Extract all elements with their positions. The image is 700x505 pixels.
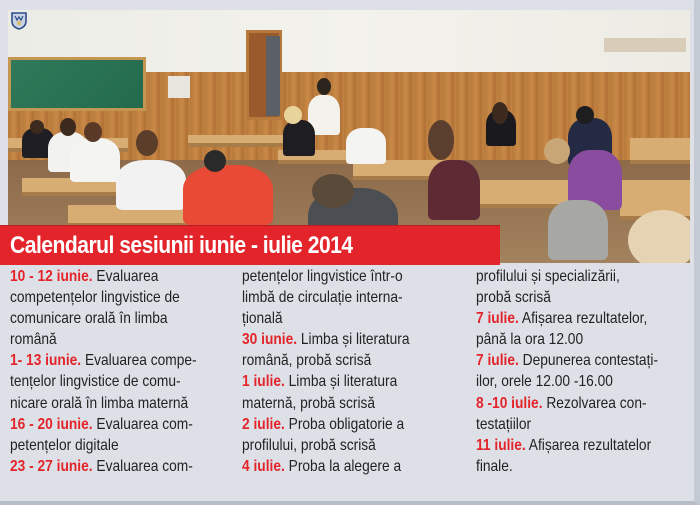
calendar-column-1 [10, 266, 240, 477]
event-text: competențelor lingvistice de [10, 289, 180, 307]
calendar-line [242, 393, 440, 414]
event-text: până la ora 12.00 [476, 331, 584, 349]
student-head [60, 118, 76, 136]
event-date: 1- 13 iunie. [10, 352, 82, 370]
event-date: 23 - 27 iunie. [10, 457, 93, 475]
event-text: probă scrisă [476, 289, 551, 307]
event-text: română, probă scrisă [242, 352, 372, 370]
event-text: Depunerea contestați- [518, 352, 659, 370]
event-text: Afișarea rezultatelor [525, 436, 652, 454]
event-text: Limba și literatura [284, 373, 398, 391]
calendar-line [10, 350, 208, 371]
event-text: Afișarea rezultatelor, [518, 310, 648, 328]
calendar-line [10, 414, 208, 435]
event-date: 11 iulie. [476, 436, 526, 454]
calendar-line [242, 456, 440, 477]
student-head [284, 106, 302, 124]
student-head [428, 120, 454, 160]
calendar-line [242, 350, 440, 371]
title-banner [0, 225, 500, 265]
event-date: 7 iulie. [476, 352, 519, 370]
event-text: nicare orală în limba maternă [10, 394, 189, 412]
student-head [30, 120, 44, 134]
event-text: profilului și specializării, [476, 268, 620, 285]
calendar-line [476, 350, 662, 371]
student [70, 138, 120, 182]
event-text: Evaluarea [92, 268, 159, 285]
student-head [312, 174, 354, 208]
student-head [544, 138, 570, 164]
calendar-line [10, 287, 208, 308]
calendar-column-2 [242, 266, 472, 477]
calendar-line [242, 287, 440, 308]
student-head [136, 130, 158, 156]
desk [188, 135, 298, 147]
event-date: 2 iulie. [242, 415, 285, 433]
calendar-line [242, 329, 440, 350]
calendar-line [242, 414, 440, 435]
event-text: română [10, 331, 57, 349]
calendar-line [476, 266, 662, 287]
student-head [492, 102, 508, 124]
student-head [576, 106, 594, 124]
event-text: tențelor lingvistice de comu- [10, 373, 181, 391]
calendar-line [10, 329, 208, 350]
student [116, 160, 186, 210]
calendar-line [476, 414, 662, 435]
page-title: Calendarul sesiunii iunie - iulie 2014 [10, 231, 353, 259]
event-date: 4 iulie. [242, 457, 285, 475]
event-text: Proba obligatorie a [284, 415, 405, 433]
calendar-line [10, 308, 208, 329]
event-text: limbă de circulație interna- [242, 289, 403, 307]
event-text: ilor, orele 12.00 -16.00 [476, 373, 613, 391]
event-text: petențelor lingvistice într-o [242, 268, 403, 285]
door-opening [266, 36, 280, 116]
event-text: Evaluarea com- [92, 457, 193, 475]
student-head-blurred [628, 210, 690, 263]
event-date: 30 iunie. [242, 331, 298, 349]
calendar-line [10, 393, 208, 414]
calendar-line [10, 266, 208, 287]
calendar-line [476, 393, 662, 414]
chalkboard [8, 57, 146, 111]
wall-poster [168, 76, 190, 98]
event-text: țională [242, 310, 283, 328]
teacher-head [317, 78, 331, 95]
event-date: 10 - 12 iunie. [10, 268, 93, 285]
calendar-line [476, 308, 662, 329]
event-text: Evaluarea compe- [81, 352, 197, 370]
event-text: testațiilor [476, 415, 532, 433]
calendar-line [10, 435, 208, 456]
calendar-line [242, 435, 440, 456]
wall-portraits [604, 38, 686, 52]
calendar-line [10, 456, 208, 477]
event-text: Limba și literatura [297, 331, 410, 349]
student [283, 120, 315, 156]
student [346, 128, 386, 164]
event-date: 1 iulie. [242, 373, 285, 391]
event-text: comunicare orală în limba [10, 310, 168, 328]
calendar-line [242, 371, 440, 392]
calendar-line [476, 287, 662, 308]
coat-of-arms-icon [9, 10, 29, 30]
student-legs [548, 200, 608, 260]
desk [630, 138, 690, 164]
event-date: 16 - 20 iunie. [10, 415, 93, 433]
event-text: Evaluarea com- [92, 415, 193, 433]
calendar-line [10, 371, 208, 392]
student-red-shirt [183, 165, 273, 225]
event-text: maternă, probă scrisă [242, 394, 376, 412]
calendar-line [476, 371, 662, 392]
event-date: 7 iulie. [476, 310, 519, 328]
student-head [84, 122, 102, 142]
event-text: petențelor digitale [10, 436, 119, 454]
event-text: Proba la alegere a [284, 457, 402, 475]
calendar-line [242, 266, 440, 287]
student [428, 160, 480, 220]
calendar-line [476, 435, 662, 456]
calendar-line [476, 456, 662, 477]
calendar-line [242, 308, 440, 329]
calendar-column-3 [476, 266, 692, 477]
student-head [204, 150, 226, 172]
event-text: Rezolvarea con- [542, 394, 647, 412]
event-text: profilului, probă scrisă [242, 436, 376, 454]
calendar-line [476, 329, 662, 350]
calendar-columns [0, 266, 694, 500]
event-date: 8 -10 iulie. [476, 394, 543, 412]
event-text: finale. [476, 457, 513, 475]
